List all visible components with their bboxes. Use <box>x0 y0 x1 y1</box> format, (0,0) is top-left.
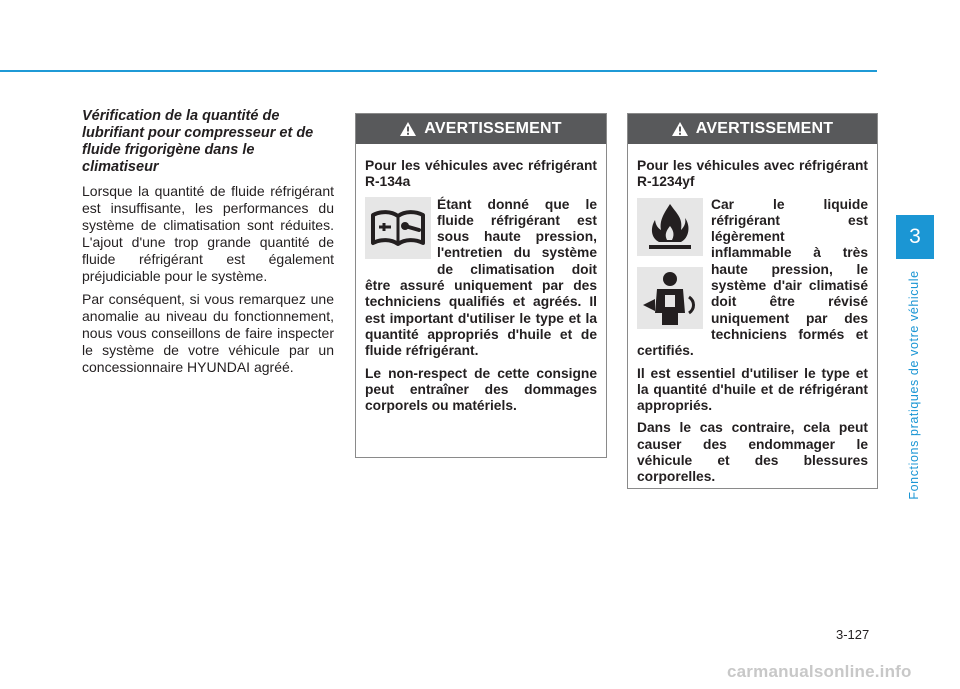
warning-triangle-icon <box>400 122 416 136</box>
paragraph-1: Lorsque la quantité de fluide réfrigérant est insuffisante, les performances du système de climatisation sont réduites. L'ajout d'une trop grande quantité de fluide réfrigérant est également préjudiciable pour le système. <box>82 183 334 284</box>
top-rule <box>0 70 877 72</box>
paragraph-2: Par conséquent, si vous remarquez une anomalie au niveau du fonctionnement, nous vous conseillons de faire inspecter le système de votre véhicule par un concessionnaire HYUNDAI agréé. <box>82 291 334 375</box>
warning-text-1: Étant donné que le fluide réfrigérant est sous haute pression, l'entretien du système de climatisation doit être assuré uniquement par des techniciens qualifiés et agréés. Il est important d'utiliser le type et la quantité appropriés d'huile et de fluide réfrigérant. <box>365 196 597 359</box>
warning-text-1: Car le liquide réfrigérant est légèrement inflammable à très haute pression, le système d'air climatisé doit être révisé uniquement par des techniciens formés et certifiés. <box>637 196 868 359</box>
warning-text-2: Il est essentiel d'utiliser le type et la quantité d'huile et de réfrigérant appropriés. <box>637 365 868 414</box>
warning-header-label: AVERTISSEMENT <box>424 120 562 137</box>
warning-text-3: Dans le cas contraire, cela peut causer des endommager le véhicule et des blessures corporelles. <box>637 420 868 485</box>
technician-icon <box>637 267 705 333</box>
warning-triangle-icon <box>672 122 688 136</box>
warning-header-label: AVERTISSEMENT <box>695 120 834 137</box>
page-number: 3-127 <box>836 627 870 642</box>
chapter-tab: 3 <box>896 215 934 259</box>
warning-intro: Pour les véhicules avec réfrigérant R-1234yf <box>637 158 868 190</box>
section-title: Vérification de la quantité de lubrifiant pour compresseur et de fluide frigorigène dans le climatiseur <box>82 108 314 175</box>
chapter-title-vertical: Fonctions pratiques de votre véhicule <box>907 270 921 500</box>
warning-text-2: Le non-respect de cette consigne peut entraîner des dommages corporels ou matériels. <box>365 365 597 414</box>
warning-header <box>628 114 877 144</box>
warning-intro: Pour les véhicules avec réfrigérant R-134a <box>365 158 597 190</box>
warning-header <box>356 114 606 144</box>
service-manual-icon <box>365 197 431 263</box>
flammable-icon <box>637 198 705 260</box>
watermark: carmanualsonline.info <box>727 662 912 681</box>
warning-box-r134a <box>355 113 607 458</box>
warning-box-r1234yf <box>627 113 878 489</box>
main-section <box>82 108 334 382</box>
